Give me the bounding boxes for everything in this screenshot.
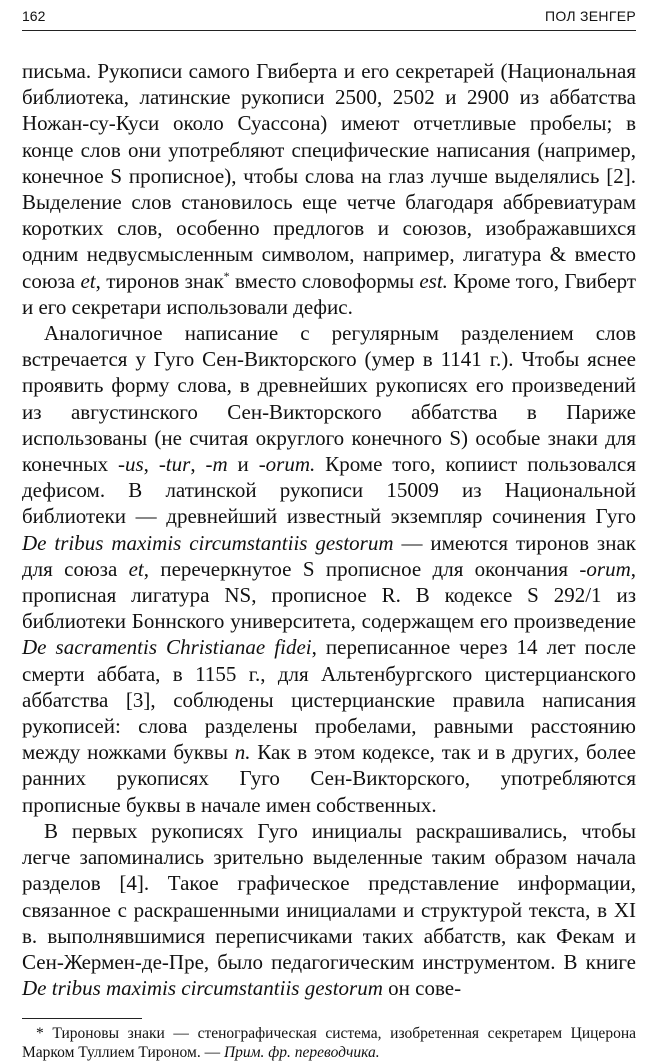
body-text [22, 58, 636, 1001]
footnote-rule [22, 1018, 142, 1019]
footnote-asterisk: * [36, 1025, 44, 1042]
paragraph-2: Аналогичное написание с регулярным разделением слов встречается у Гуго Сен-Викторского (умер в 1141 г.). Чтобы яснее проявить форму слова, в древнейших рукописях его произведений из августинского Сен-Викторского аббатства в Париже использованы (не считая округлого конечного S) особые знаки для конечных -us, -tur, -m и -orum. Кроме того, копиист пользовался дефисом. В латинской рукописи 15009 из Национальной библиотеки — древнейший известный экземпляр сочинения Гуго De tribus maximis circumstantiis gestorum — имеются тиронов знак для союза et, перечеркнутое S прописное для окончания -orum, прописная лигатура NS, прописное R. В кодексе S 292/1 из библиотеки Боннского университета, содержащем его произведение De sacramentis Christianae fidei, переписанное через 14 лет после смерти аббата, в 1155 г., для Альтенбургского цистерцианского аббатства [3], соблюдены цистерцианские правила написания рукописей: слова разделены пробелами, равными расстоянию между ножками буквы n. Как в этом кодексе, так и в других, более ранних рукописях Гуго Сен-Викторского, употребляются прописные буквы в начале имен собственных. [22, 321, 636, 817]
paragraph-1: письма. Рукописи самого Гвиберта и его секретарей (Национальная библиотека, латинские рукописи 2500, 2502 и 2900 из аббатства Ножан-су-Куси около Суассона) имеют отчетливые пробелы; в конце слов они употребляют специфические написания (например, конечное S прописное), чтобы слова на глаз лучше выделялись [2]. Выделение слов становилось еще четче благодаря аббревиатурам коротких слов, особенно предлогов и союзов, изображавшихся одним недвусмысленным символом, например, лигатура & вместо союза et, тиронов знак* вместо словоформы est. Кроме того, Гвиберт и его секретари использовали дефис. [22, 59, 636, 319]
page-header [22, 8, 636, 32]
paragraph-3: В первых рукописях Гуго инициалы раскрашивались, чтобы легче запоминались зрительно выделенные таким образом начала разделов [4]. Такое графическое представление информации, связанное с раскрашенными инициалами и структурой текста, в XI в. выполнявшимися переписчиками таких аббатств, как Фекам и Сен-Жермен-де-Пре, было педагогическим инструментом. В книге De tribus maximis circumstantiis gestorum он сове- [22, 818, 636, 1001]
footnote-mark: * [223, 268, 230, 283]
footnote: * Тироновы знаки — стенографическая система, изобретенная секретарем Цицерона Марком Туллием Тироном. — Прим. фр. переводчика. [22, 1025, 636, 1061]
header-rule [22, 30, 636, 31]
running-title: ПОЛ ЗЕНГЕР [544, 8, 636, 24]
translator-note: Прим. фр. переводчика. [223, 1044, 380, 1061]
page-number: 162 [22, 8, 46, 24]
